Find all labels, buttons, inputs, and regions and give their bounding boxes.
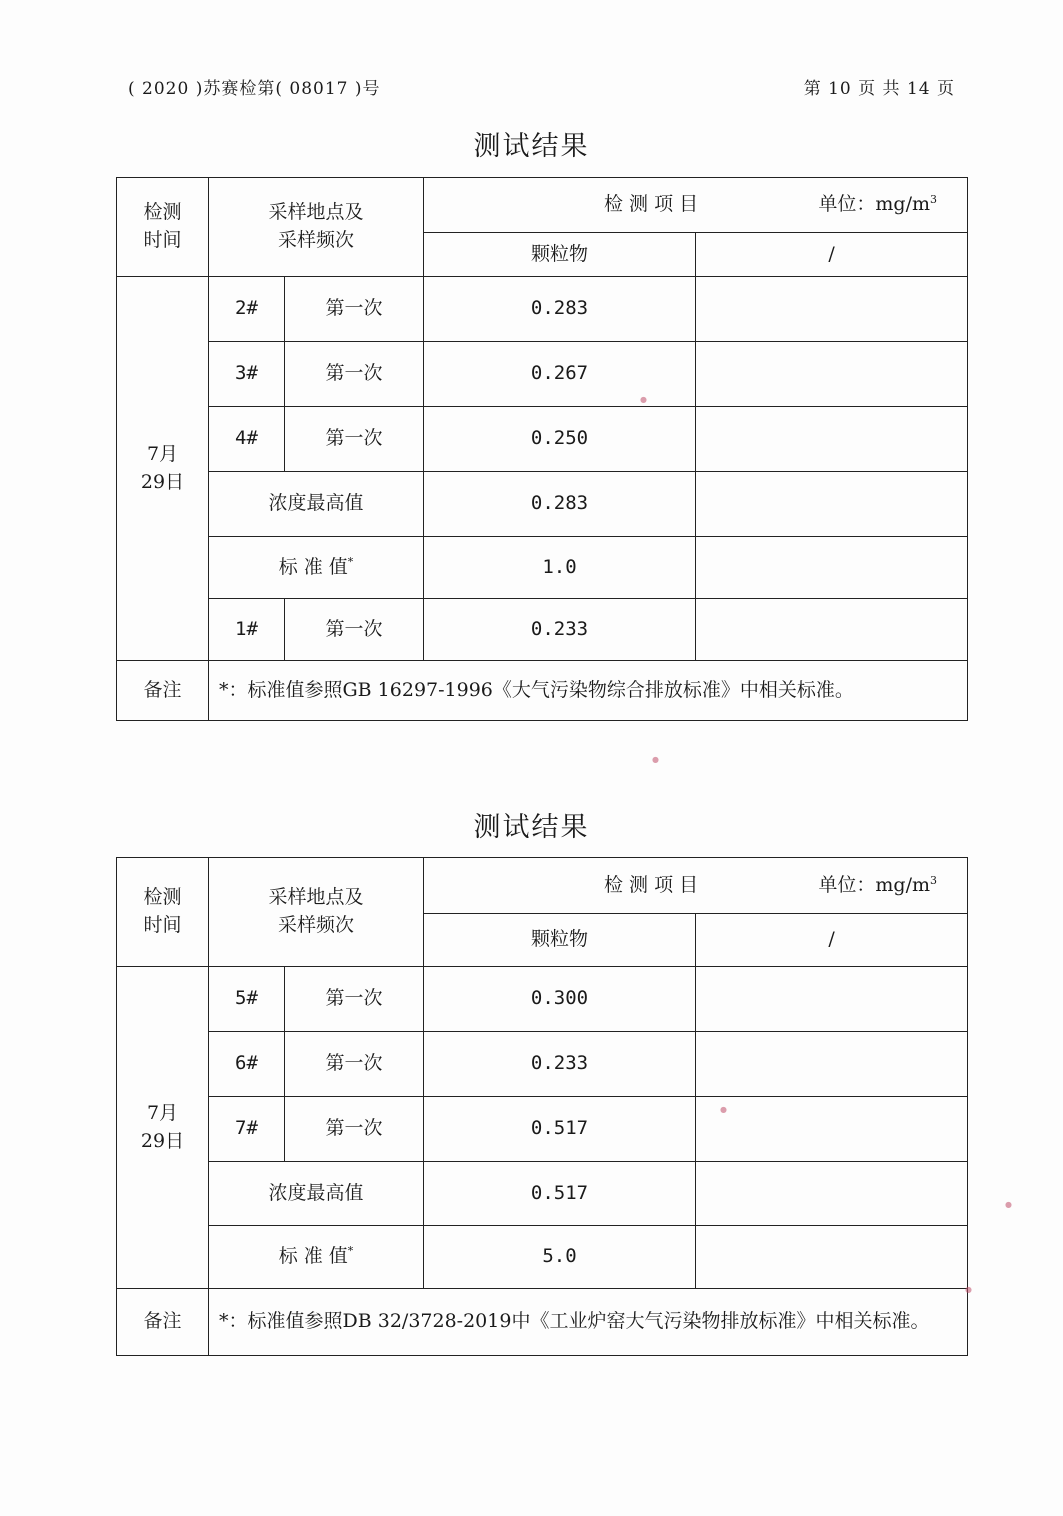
header-test-items: 检 测 项 目 单位：$mg/m^3$ [424, 178, 968, 233]
results-table-2 [116, 857, 968, 1356]
table1-title: 测试结果 [473, 131, 590, 162]
max-concentration-value: 0.517 [424, 1162, 696, 1226]
date-cell: 7月 29日 [117, 967, 209, 1289]
empty-cell [696, 1032, 968, 1097]
empty-cell [696, 1162, 968, 1226]
item-particulate: 颗粒物 [424, 233, 696, 277]
ink-speck: ● [1005, 1200, 1012, 1209]
header-test-items: 检 测 项 目 单位：$mg/m^3$ [424, 858, 968, 914]
table2-title: 测试结果 [473, 812, 590, 843]
item-particulate: 颗粒物 [424, 914, 696, 967]
ink-speck: ● [640, 395, 647, 404]
point-cell: 5# [209, 967, 285, 1032]
header-sampling-point: 采样地点及 采样频次 [209, 858, 424, 967]
empty-cell [696, 472, 968, 537]
ink-speck: ● [965, 1285, 972, 1294]
ink-speck: ● [652, 755, 659, 764]
point-cell: 4# [209, 407, 285, 472]
empty-cell [696, 967, 968, 1032]
standard-value: 5.0 [424, 1226, 696, 1289]
max-concentration-label: 浓度最高值 [209, 1162, 424, 1226]
empty-cell [696, 342, 968, 407]
ink-speck: ● [720, 1105, 727, 1114]
date-cell: 7月 29日 [117, 277, 209, 661]
report-number: ( 2020 )苏赛检第( 08017 )号 [128, 79, 381, 99]
standard-value-label: 标 准 值* [209, 537, 424, 599]
value-cell: 0.283 [424, 277, 696, 342]
item-blank: / [696, 914, 968, 967]
point-cell: 1# [209, 599, 285, 661]
empty-cell [696, 277, 968, 342]
value-cell: 0.250 [424, 407, 696, 472]
point-cell: 2# [209, 277, 285, 342]
standard-value-label: 标 准 值* [209, 1226, 424, 1289]
max-concentration-label: 浓度最高值 [209, 472, 424, 537]
note-label: 备注 [117, 661, 209, 721]
empty-cell [696, 1226, 968, 1289]
max-concentration-value: 0.283 [424, 472, 696, 537]
value-cell: 0.267 [424, 342, 696, 407]
value-cell: 0.233 [424, 599, 696, 661]
freq-cell: 第一次 [285, 342, 424, 407]
note-text: *：标准值参照DB 32/3728-2019中《工业炉窑大气污染物排放标准》中相关标准。 [209, 1289, 968, 1356]
unit-label: 单位：$mg/m^3$ [818, 873, 938, 896]
header-test-time: 检测 时间 [117, 178, 209, 277]
freq-cell: 第一次 [285, 277, 424, 342]
unit-label: 单位：$mg/m^3$ [818, 192, 938, 216]
freq-cell: 第一次 [285, 1097, 424, 1162]
freq-cell: 第一次 [285, 967, 424, 1032]
freq-cell: 第一次 [285, 599, 424, 661]
standard-value: 1.0 [424, 537, 696, 599]
freq-cell: 第一次 [285, 1032, 424, 1097]
empty-cell [696, 537, 968, 599]
point-cell: 3# [209, 342, 285, 407]
value-cell: 0.300 [424, 967, 696, 1032]
note-text: *：标准值参照GB 16297-1996《大气污染物综合排放标准》中相关标准。 [209, 661, 968, 721]
empty-cell [696, 1097, 968, 1162]
empty-cell [696, 407, 968, 472]
header-sampling-point: 采样地点及 采样频次 [209, 178, 424, 277]
empty-cell [696, 599, 968, 661]
value-cell: 0.517 [424, 1097, 696, 1162]
freq-cell: 第一次 [285, 407, 424, 472]
point-cell: 7# [209, 1097, 285, 1162]
page-indicator: 第 10 页 共 14 页 [803, 79, 955, 99]
item-blank: / [696, 233, 968, 277]
header-test-time: 检测 时间 [117, 858, 209, 967]
value-cell: 0.233 [424, 1032, 696, 1097]
point-cell: 6# [209, 1032, 285, 1097]
note-label: 备注 [117, 1289, 209, 1356]
results-table-1 [116, 177, 968, 721]
